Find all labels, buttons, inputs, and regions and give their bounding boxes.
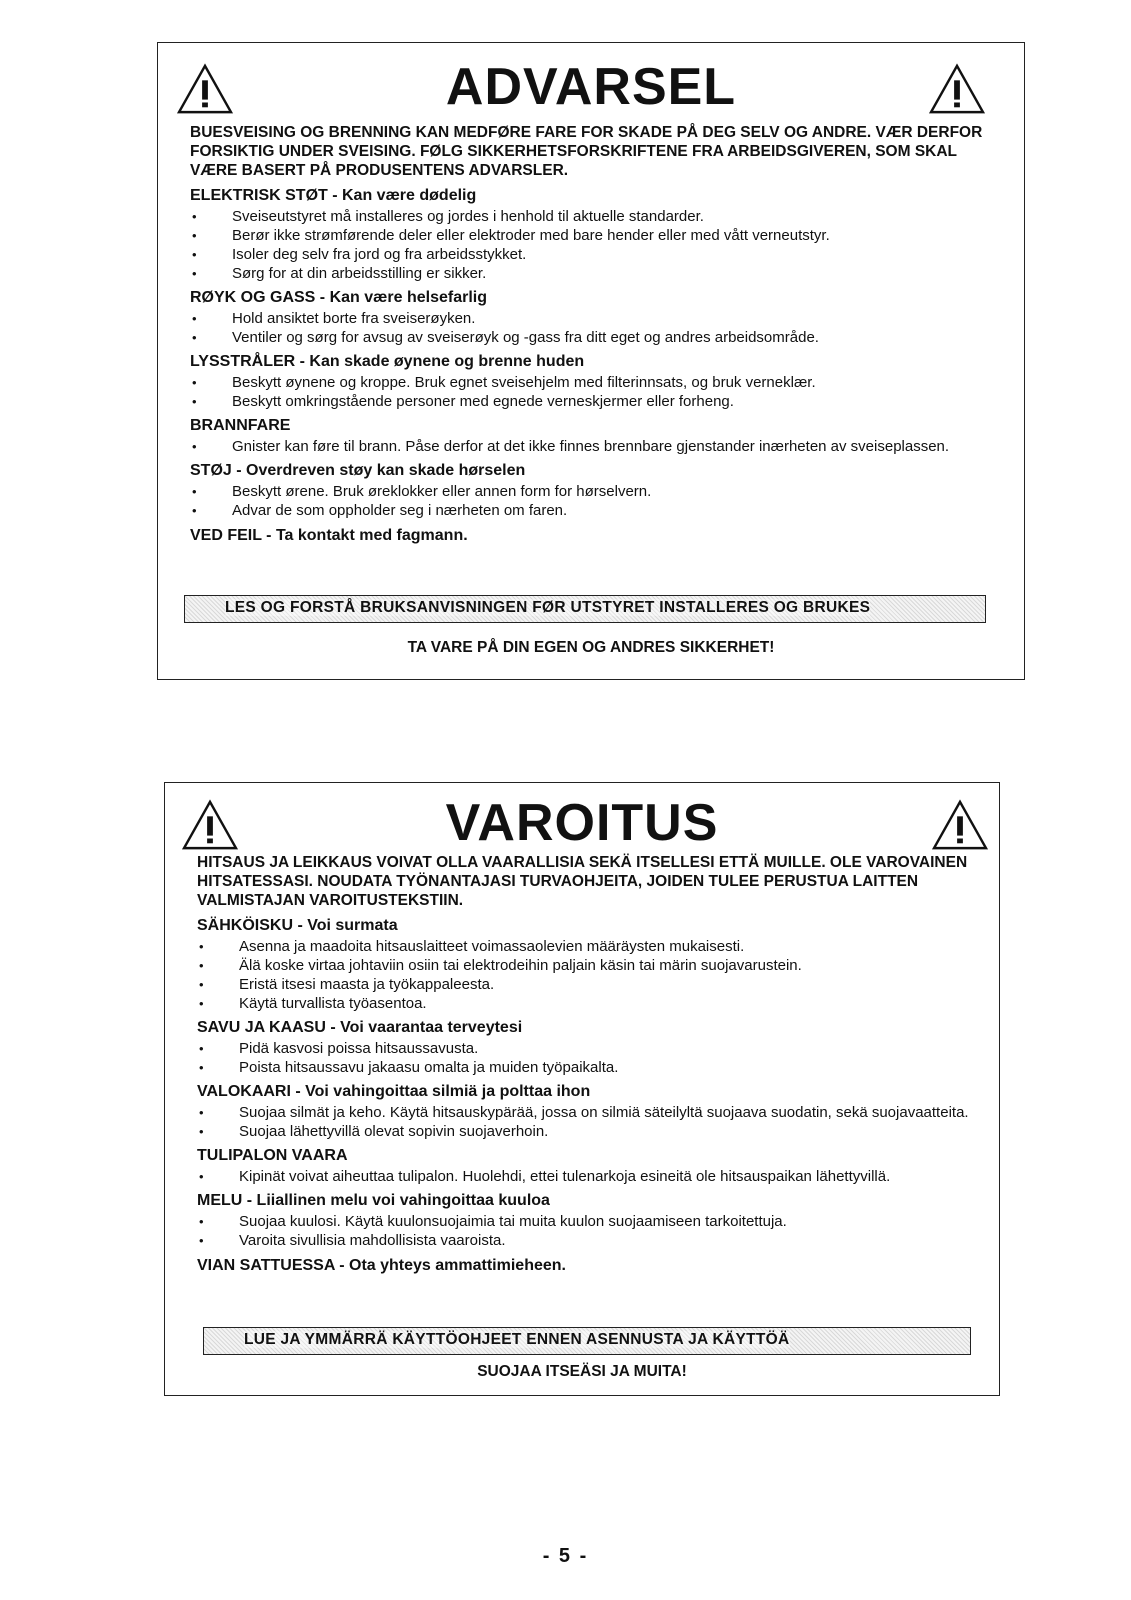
list-item: • Hold ansiktet borte fra sveiserøyken. — [190, 309, 1002, 328]
list-item: • Sørg for at din arbeidsstilling er sikker. — [190, 264, 1002, 283]
section-heading: VALOKAARI - Voi vahingoittaa silmiä ja polttaa ihon — [197, 1083, 591, 1100]
list-item: • Suojaa kuulosi. Käytä kuulonsuojaimia tai muita kuulon suojaamiseen tarkoitettuja. — [197, 1212, 977, 1231]
list-item: • Älä koske virtaa johtaviin osiin tai elektrodeihin paljain käsin tai märin suojavarustein. — [197, 956, 977, 975]
section-heading: SAVU JA KAASU - Voi vaarantaa terveytesi — [197, 1019, 523, 1036]
section-heading: BRANNFARE — [190, 417, 291, 434]
section-fire-hazard — [197, 1146, 977, 1186]
safety-footer: SUOJAA ITSEÄSI JA MUITA! — [477, 1363, 687, 1380]
read-manual-banner: LES OG FORSTÅ BRUKSANVISNINGEN FØR UTSTYRET INSTALLERES OG BRUKES — [184, 595, 986, 623]
warning-triangle-icon — [931, 799, 989, 851]
section-smoke-gas — [190, 288, 1002, 347]
section-light-rays — [190, 352, 1002, 411]
title-row — [158, 57, 1024, 127]
safety-footer: TA VARE PÅ DIN EGEN OG ANDRES SIKKERHET! — [407, 639, 775, 656]
list-item: • Pidä kasvosi poissa hitsaussavusta. — [197, 1039, 977, 1058]
section-heading: STØJ - Overdreven støy kan skade hørselen — [190, 462, 526, 479]
list-item: • Gnister kan føre til brann. Påse derfor at det ikke finnes brennbare gjenstander inærheten av sveiseplassen. — [190, 437, 1002, 456]
list-item: • Ventiler og sørg for avsug av sveiserøyk og -gass fra ditt eget og andres arbeidsområde. — [190, 328, 1002, 347]
list-item: • Berør ikke strømførende deler eller elektroder med bare hender eller med vått verneutstyr. — [190, 226, 1002, 245]
section-heading: MELU - Liiallinen melu voi vahingoittaa kuuloa — [197, 1192, 550, 1209]
section-noise — [197, 1191, 977, 1250]
section-noise — [190, 461, 1002, 520]
list-item: • Advar de som oppholder seg i nærheten om faren. — [190, 501, 1002, 520]
section-heading: ELEKTRISK STØT - Kan være dødelig — [190, 187, 477, 204]
list-item: • Beskytt øynene og kroppe. Bruk egnet sveisehjelm med filterinnsats, og bruk verneklær. — [190, 373, 1002, 392]
list-item: • Käytä turvallista työasentoa. — [197, 994, 977, 1013]
intro-paragraph: BUESVEISING OG BRENNING KAN MEDFØRE FARE FOR SKADE PÅ DEG SELV OG ANDRE. VÆR DERFOR FORSIKTIG UNDER SVEISING. FØLG SIKKERHETSFORSKRIFTENE FRA ARBEIDSGIVEREN, SOM SKAL VÆRE BASERT PÅ PRODUSENTENS ADVARSLER. — [190, 124, 983, 179]
page-number: - 5 - — [542, 1545, 589, 1567]
section-electric-shock — [197, 916, 977, 1013]
section-heading: LYSSTRÅLER - Kan skade øynene og brenne huden — [190, 353, 585, 370]
section-heading: TULIPALON VAARA — [197, 1147, 348, 1164]
warning-box-finnish — [164, 782, 1000, 1396]
fault-contact-line: VIAN SATTUESSA - Ota yhteys ammattimieheen. — [197, 1257, 566, 1274]
warning-content — [190, 123, 1002, 546]
warning-box-norwegian — [157, 42, 1025, 680]
list-item: • Varoita sivullisia mahdollisista vaaroista. — [197, 1231, 977, 1250]
warning-triangle-icon — [928, 63, 986, 115]
section-electric-shock — [190, 186, 1002, 283]
intro-paragraph: HITSAUS JA LEIKKAUS VOIVAT OLLA VAARALLISIA SEKÄ ITSELLESI ETTÄ MUILLE. OLE VAROVAINEN HITSATESSASI. NOUDATA TYÖNANTAJASI TURVAOHJEITA, JOIDEN TULEE PERUSTUA LAITTEN VALMISTAJAN VAROITUSTEKSTIIN. — [197, 854, 968, 909]
list-item: • Eristä itsesi maasta ja työkappaleesta. — [197, 975, 977, 994]
fault-contact-line: VED FEIL - Ta kontakt med fagmann. — [190, 527, 468, 544]
read-manual-banner: LUE JA YMMÄRRÄ KÄYTTÖOHJEET ENNEN ASENNUSTA JA KÄYTTÖÄ — [203, 1327, 971, 1355]
list-item: • Suojaa silmät ja keho. Käytä hitsauskypärää, jossa on silmiä säteilyltä suojaava suodatin, sekä suojavaatteita. — [197, 1103, 977, 1122]
warning-title: ADVARSEL — [445, 58, 737, 116]
list-item: • Sveiseutstyret må installeres og jordes i henhold til aktuelle standarder. — [190, 207, 1002, 226]
section-fire-hazard — [190, 416, 1002, 456]
list-item: • Suojaa lähettyvillä olevat sopivin suojaverhoin. — [197, 1122, 977, 1141]
list-item: • Beskytt omkringstående personer med egnede verneskjermer eller forheng. — [190, 392, 1002, 411]
section-heading: RØYK OG GASS - Kan være helsefarlig — [190, 289, 487, 306]
list-item: • Asenna ja maadoita hitsauslaitteet voimassaolevien määräysten mukaisesti. — [197, 937, 977, 956]
warning-title: VAROITUS — [445, 794, 719, 852]
list-item: • Kipinät voivat aiheuttaa tulipalon. Huolehdi, ettei tulenarkoja esineitä ole hitsauspaikan lähettyvillä. — [197, 1167, 977, 1186]
list-item: • Poista hitsaussavu jakaasu omalta ja muiden työpaikalta. — [197, 1058, 977, 1077]
list-item: • Isoler deg selv fra jord og fra arbeidsstykket. — [190, 245, 1002, 264]
section-light-rays — [197, 1082, 977, 1141]
warning-content — [197, 853, 977, 1276]
list-item: • Beskytt ørene. Bruk øreklokker eller annen form for hørselvern. — [190, 482, 1002, 501]
section-heading: SÄHKÖISKU - Voi surmata — [197, 917, 398, 934]
section-smoke-gas — [197, 1018, 977, 1077]
